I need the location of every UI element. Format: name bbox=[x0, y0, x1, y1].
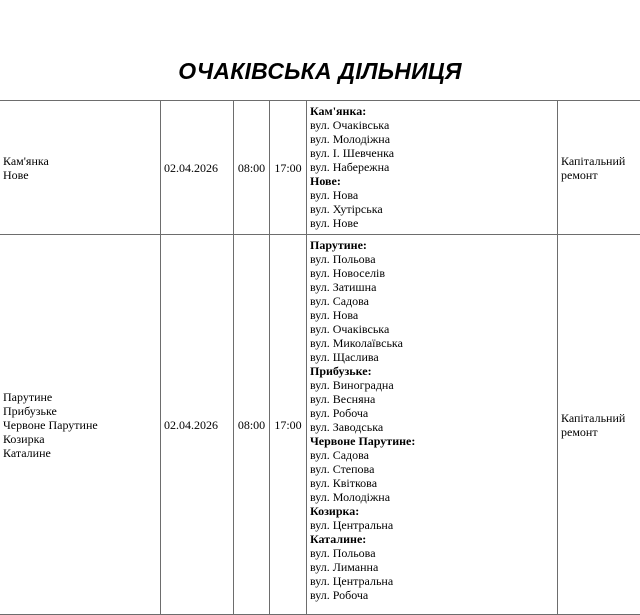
street-item: вул. Новоселів bbox=[310, 266, 554, 280]
reason-text: Капітальний bbox=[561, 411, 637, 425]
village-heading: Козирка: bbox=[310, 504, 554, 518]
street-item: вул. Степова bbox=[310, 462, 554, 476]
settlement-name: Кам'янка bbox=[3, 154, 157, 168]
street-item: вул. Весняна bbox=[310, 392, 554, 406]
settlement-name: Каталине bbox=[3, 446, 157, 460]
street-item: вул. Очаківська bbox=[310, 322, 554, 336]
street-item: вул. Робоча bbox=[310, 588, 554, 602]
reason-cell bbox=[558, 101, 640, 235]
street-item: вул. Нове bbox=[310, 216, 554, 230]
table-row bbox=[0, 101, 640, 235]
street-item: вул. Очаківська bbox=[310, 118, 554, 132]
street-item: вул. Набережна bbox=[310, 160, 554, 174]
streets-cell bbox=[307, 101, 558, 235]
street-item: вул. Хутірська bbox=[310, 202, 554, 216]
street-item: вул. Лиманна bbox=[310, 560, 554, 574]
streets-cell bbox=[307, 235, 558, 615]
street-item: вул. Польова bbox=[310, 546, 554, 560]
settlements-cell bbox=[0, 235, 161, 615]
street-item: вул. Щаслива bbox=[310, 350, 554, 364]
village-heading: Кам'янка: bbox=[310, 104, 554, 118]
settlement-name: Парутине bbox=[3, 390, 157, 404]
village-heading: Парутине: bbox=[310, 238, 554, 252]
reason-text: ремонт bbox=[561, 168, 637, 182]
settlement-name: Прибузьке bbox=[3, 404, 157, 418]
street-item: вул. Нова bbox=[310, 188, 554, 202]
street-item: вул. Молодіжна bbox=[310, 132, 554, 146]
street-item: вул. Заводська bbox=[310, 420, 554, 434]
time-to-cell: 17:00 bbox=[270, 235, 307, 615]
date-cell: 02.04.2026 bbox=[161, 101, 234, 235]
street-item: вул. Робоча bbox=[310, 406, 554, 420]
street-item: вул. Виноградна bbox=[310, 378, 554, 392]
settlement-name: Червоне Парутине bbox=[3, 418, 157, 432]
street-item: вул. Центральна bbox=[310, 518, 554, 532]
reason-text: ремонт bbox=[561, 425, 637, 439]
street-item: вул. Польова bbox=[310, 252, 554, 266]
street-item: вул. Центральна bbox=[310, 574, 554, 588]
settlements-cell bbox=[0, 101, 161, 235]
settlement-name: Козирка bbox=[3, 432, 157, 446]
date-cell: 02.04.2026 bbox=[161, 235, 234, 615]
street-item: вул. Квіткова bbox=[310, 476, 554, 490]
reason-cell bbox=[558, 235, 640, 615]
village-heading: Червоне Парутине: bbox=[310, 434, 554, 448]
street-item: вул. Садова bbox=[310, 448, 554, 462]
outage-schedule-table bbox=[0, 100, 640, 615]
street-item: вул. Садова bbox=[310, 294, 554, 308]
time-from-cell: 08:00 bbox=[234, 235, 270, 615]
reason-text: Капітальний bbox=[561, 154, 637, 168]
street-item: вул. Молодіжна bbox=[310, 490, 554, 504]
village-heading: Прибузьке: bbox=[310, 364, 554, 378]
page-title: ОЧАКІВСЬКА ДІЛЬНИЦЯ bbox=[0, 56, 640, 86]
time-to-cell: 17:00 bbox=[270, 101, 307, 235]
schedule-body bbox=[0, 101, 640, 615]
street-item: вул. Нова bbox=[310, 308, 554, 322]
village-heading: Каталине: bbox=[310, 532, 554, 546]
time-from-cell: 08:00 bbox=[234, 101, 270, 235]
settlement-name: Нове bbox=[3, 168, 157, 182]
street-item: вул. Затишна bbox=[310, 280, 554, 294]
table-row bbox=[0, 235, 640, 615]
street-item: вул. І. Шевченка bbox=[310, 146, 554, 160]
street-item: вул. Миколаївська bbox=[310, 336, 554, 350]
village-heading: Нове: bbox=[310, 174, 554, 188]
